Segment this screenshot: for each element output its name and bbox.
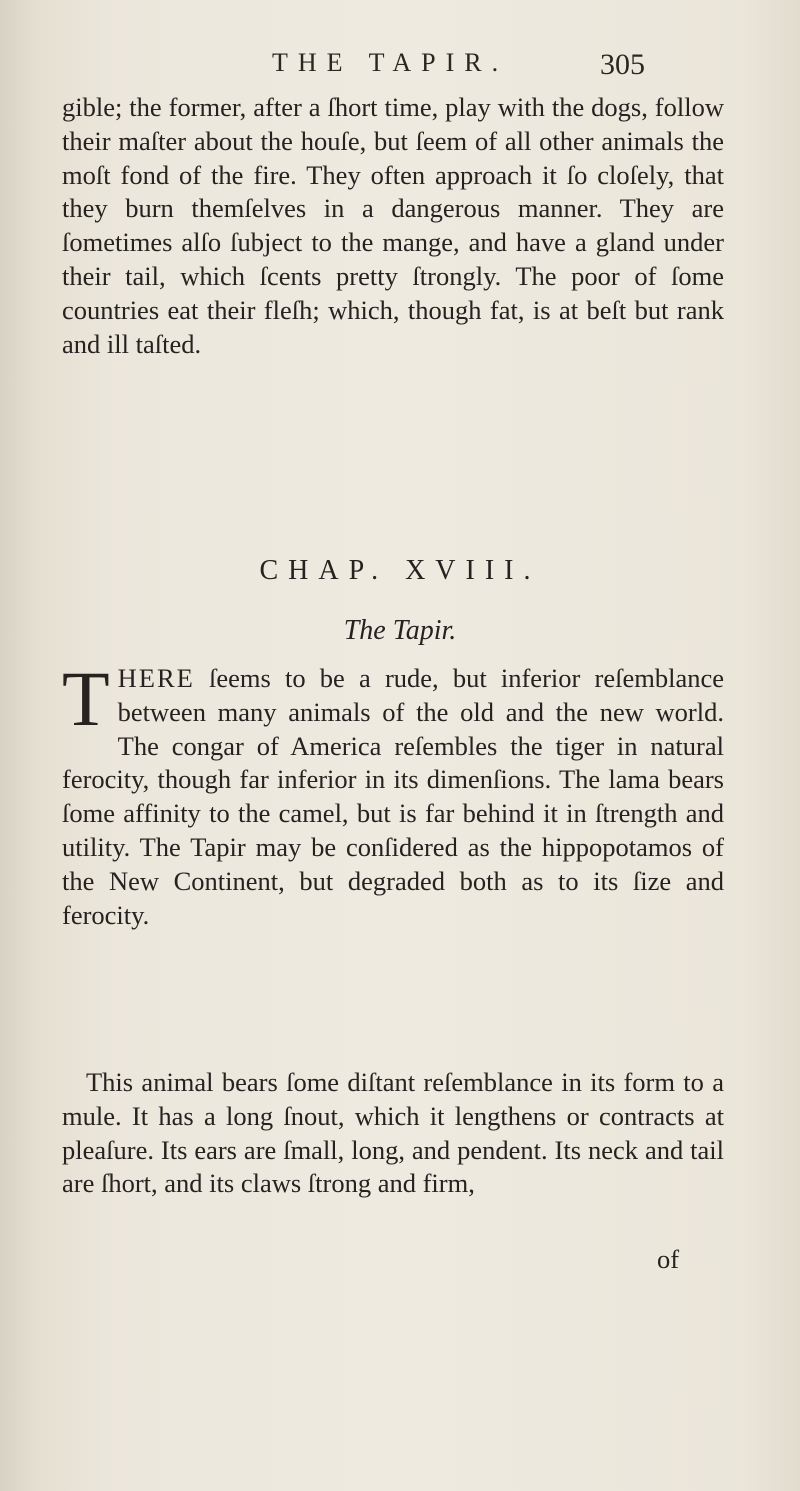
- chapter-heading: CHAP. XVIII.: [259, 555, 541, 586]
- page-number: 305: [600, 48, 645, 81]
- catchword: of: [657, 1244, 680, 1274]
- running-title: THE TAPIR.: [272, 48, 509, 77]
- paragraph-description: This animal bears ſome diſtant reſemblance in its form to a mule. It has a long ſnout, which it lengthens or contracts at pleaſure. Its ears are ſmall, long, and pendent. Its neck and tail are ſhort, and its claws ſtrong and firm,: [62, 1067, 724, 1199]
- page-header: [0, 40, 800, 90]
- paragraph-continuation: gible; the former, after a ſhort time, play with the dogs, follow their maſter about the houſe, but ſeem of all other animals the moſt fond of the fire. They often approach it ſo cloſely, that they burn themſelves in a dangerous manner. They are ſometimes alſo ſubject to the mange, and have a gland under their tail, which ſcents pretty ſtrongly. The poor of ſome countries eat their fleſh; which, though fat, is at beſt but rank and ill taſted.: [62, 92, 724, 359]
- chapter-opening-paragraph: [62, 655, 724, 932]
- opening-text: ſeems to be a rude, but inferior reſemblance between many animals of the old and the new world. The congar of America reſembles the tiger in natural ferocity, though far inferior in its dimenſions. The lama bears ſome affinity to the camel, but is far behind it in ſtrength and utility. The Tapir may be conſidered as the hippopotamos of the New Continent, but degraded both as to its ſize and ferocity.: [62, 663, 724, 930]
- opening-word: HERE: [117, 663, 195, 693]
- drop-cap: T: [62, 655, 110, 742]
- chapter-title: The Tapir.: [343, 615, 457, 646]
